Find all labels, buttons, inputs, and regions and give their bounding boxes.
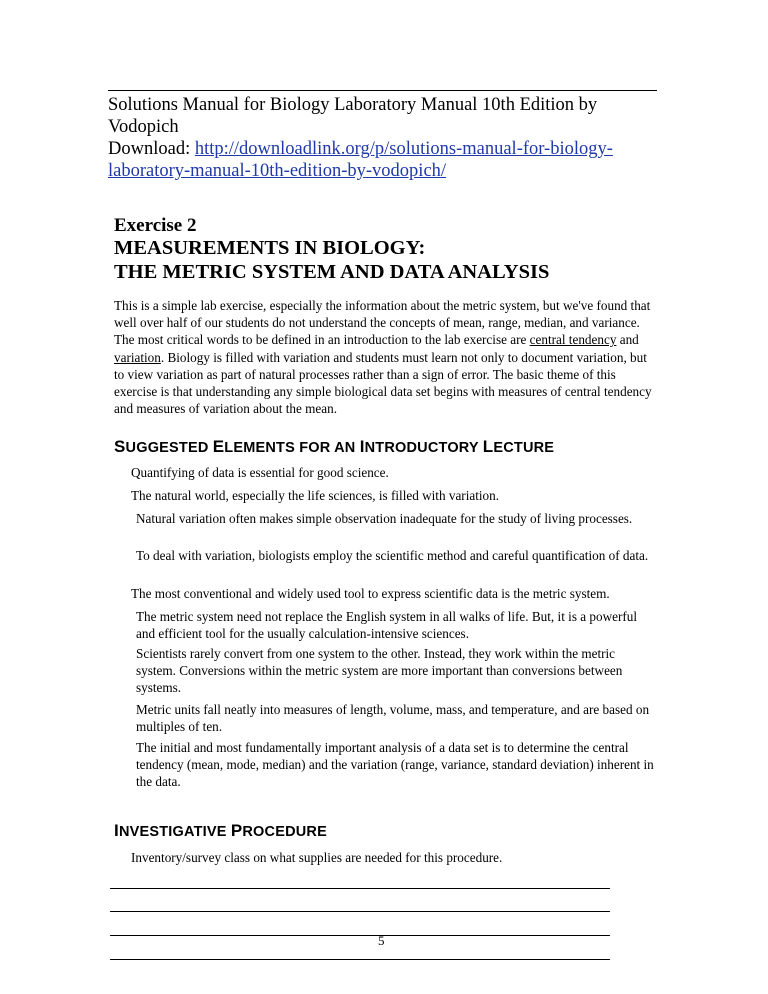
heading-rest: ROCEDURE xyxy=(242,824,327,840)
heading-cap: I xyxy=(114,821,119,840)
list-item: The most conventional and widely used tool to express scientific data is the metric system. xyxy=(131,586,610,601)
download-label: Download: xyxy=(108,139,195,159)
heading-cap: L xyxy=(482,437,494,456)
intro-text-1: This is a simple lab exercise, especially the information about the metric system, but we've found that well over half of our students do not understand the concepts of mean, range, median, and variance. The most critical words to be defined in an introduction to the lab exercise are xyxy=(114,298,651,348)
heading-rest: LEMENTS FOR AN xyxy=(224,440,360,456)
answer-line xyxy=(110,888,610,889)
intro-paragraph xyxy=(114,297,654,417)
list-item: The initial and most fundamentally important analysis of a data set is to determine the central tendency (mean, mode, median) and the variation (range, variance, standard deviation) inherent in the data. xyxy=(136,740,654,789)
list-item: Inventory/survey class on what supplies are needed for this procedure. xyxy=(131,850,503,865)
section-heading-procedure xyxy=(114,821,327,841)
heading-cap: S xyxy=(114,437,126,456)
heading-rest: NTRODUCTORY xyxy=(364,440,483,456)
heading-cap: P xyxy=(230,821,243,840)
intro-text-2: and xyxy=(616,332,639,348)
section-heading-lecture xyxy=(114,437,554,457)
term-variation: variation xyxy=(114,349,161,365)
exercise-heading xyxy=(114,215,674,284)
list-item: Scientists rarely convert from one system to the other. Instead, they work within the metric system. Conversions within the metric system are more important than conversions between systems. xyxy=(136,646,623,695)
list-item: To deal with variation, biologists employ the scientific method and careful quantification of data. xyxy=(136,548,649,563)
list-item: Natural variation often makes simple observation inadequate for the study of living processes. xyxy=(136,511,633,526)
answer-line xyxy=(110,935,610,936)
term-central-tendency: central tendency xyxy=(529,332,617,348)
exercise-title-line2: THE METRIC SYSTEM AND DATA ANALYSIS xyxy=(114,261,550,283)
list-item: Quantifying of data is essential for good science. xyxy=(131,465,389,480)
download-link[interactable]: http://downloadlink.org/p/solutions-manual-for-biology-laboratory-manual-10th-edition-by-vodopich/ xyxy=(108,139,613,181)
heading-cap: I xyxy=(359,437,365,456)
heading-cap: E xyxy=(212,437,225,456)
top-divider xyxy=(108,90,657,91)
exercise-number: Exercise 2 xyxy=(114,215,197,236)
list-item: The metric system need not replace the English system in all walks of life. But, it is a powerful and efficient tool for the usually calculation-intensive sciences. xyxy=(136,609,638,641)
heading-rest: ECTURE xyxy=(493,440,555,456)
list-item: Metric units fall neatly into measures of length, volume, mass, and temperature, and are based on multiples of ten. xyxy=(136,702,650,734)
list-item: The natural world, especially the life sciences, is filled with variation. xyxy=(131,488,500,503)
answer-line xyxy=(110,959,610,960)
page-number: 5 xyxy=(378,933,385,948)
header-block xyxy=(108,94,668,182)
heading-rest: UGGESTED xyxy=(125,440,213,456)
heading-rest: NVESTIGATIVE xyxy=(118,824,231,840)
exercise-title-line1: MEASUREMENTS IN BIOLOGY: xyxy=(114,237,426,259)
intro-text-3: . Biology is filled with variation and students must learn not only to document variation, but to view variation as part of natural processes rather than a sign of error. The basic theme of this exercise is that understanding any simple biological data set begins with measures of central tendency and measures of variation about the mean. xyxy=(114,349,652,417)
header-title: Solutions Manual for Biology Laboratory Manual 10th Edition by Vodopich xyxy=(108,95,598,137)
answer-line xyxy=(110,911,610,912)
download-line xyxy=(108,138,668,182)
